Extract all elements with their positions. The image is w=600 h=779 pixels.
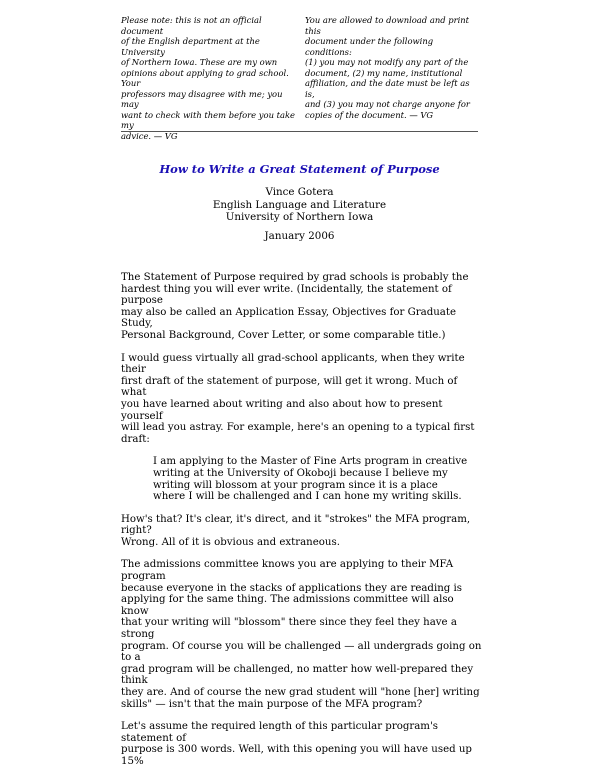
document-body [121, 272, 483, 779]
byline [121, 186, 478, 224]
usage-conditions-note: You are allowed to download and print this document under the following conditions: (1) you may not modify any part of the document, (2) my name, institutional affiliation, and the date must be left as is, and (3) you may not charge anyone for copies of the document. — VG [305, 15, 470, 120]
horizontal-rule [121, 131, 478, 132]
paragraph: The admissions committee knows you are applying to their MFA program because everyone in the stacks of applications they are reading is applying for the same thing. The admissions committee will also know that your writing will "blossom" there since they feel they have a strong program. Of course you will be challenged — all undergrads going on to a grad program will be challenged, no matter how well-prepared they think they are. And of course the new grad student will "hone [her] writing skills" — isn't that the main purpose of the MFA program? [121, 559, 482, 710]
document-date: January 2006 [264, 230, 335, 242]
paragraph: I would guess virtually all grad-school applicants, when they write their first draft of the statement of purpose, will get it wrong. Much of what you have learned about writing and also about how to present yourself will lead you astray. For example, here's an opening to a typical first draft: [121, 352, 475, 445]
university-name: University of Northern Iowa [225, 211, 374, 223]
ownership-note: Please note: this is not an official document of the English department at the University of Northern Iowa. These are my own opinions about applying to grad school. Your professors may disagree with me; you may want to check with them before you take my advice. — VG [121, 15, 296, 141]
paragraph: How's that? It's clear, it's direct, and it "strokes" the MFA program, right? Wrong. All of it is obvious and extraneous. [121, 513, 471, 548]
author-name: Vince Gotera [265, 186, 334, 198]
block-quote: I am applying to the Master of Fine Arts program in creative writing at the University of Okoboji because I believe my writing will blossom at your program since it is a place where I will be challenged and I can hone my writing skills. [153, 456, 468, 503]
paragraph: Let's assume the required length of this particular program's statement of purpose is 300 words. Well, with this opening you will have used up 15% [121, 721, 472, 767]
paragraph: The Statement of Purpose required by grad schools is probably the hardest thing you will ever write. (Incidentally, the statement of purpose may also be called an Application Essay, Objectives for Graduate Study, Personal Background, Cover Letter, or some comparable title.) [121, 272, 469, 341]
department-name: English Language and Literature [212, 198, 387, 211]
disclaimer-notes [121, 15, 481, 141]
document-title: How to Write a Great Statement of Purpose [159, 162, 440, 176]
